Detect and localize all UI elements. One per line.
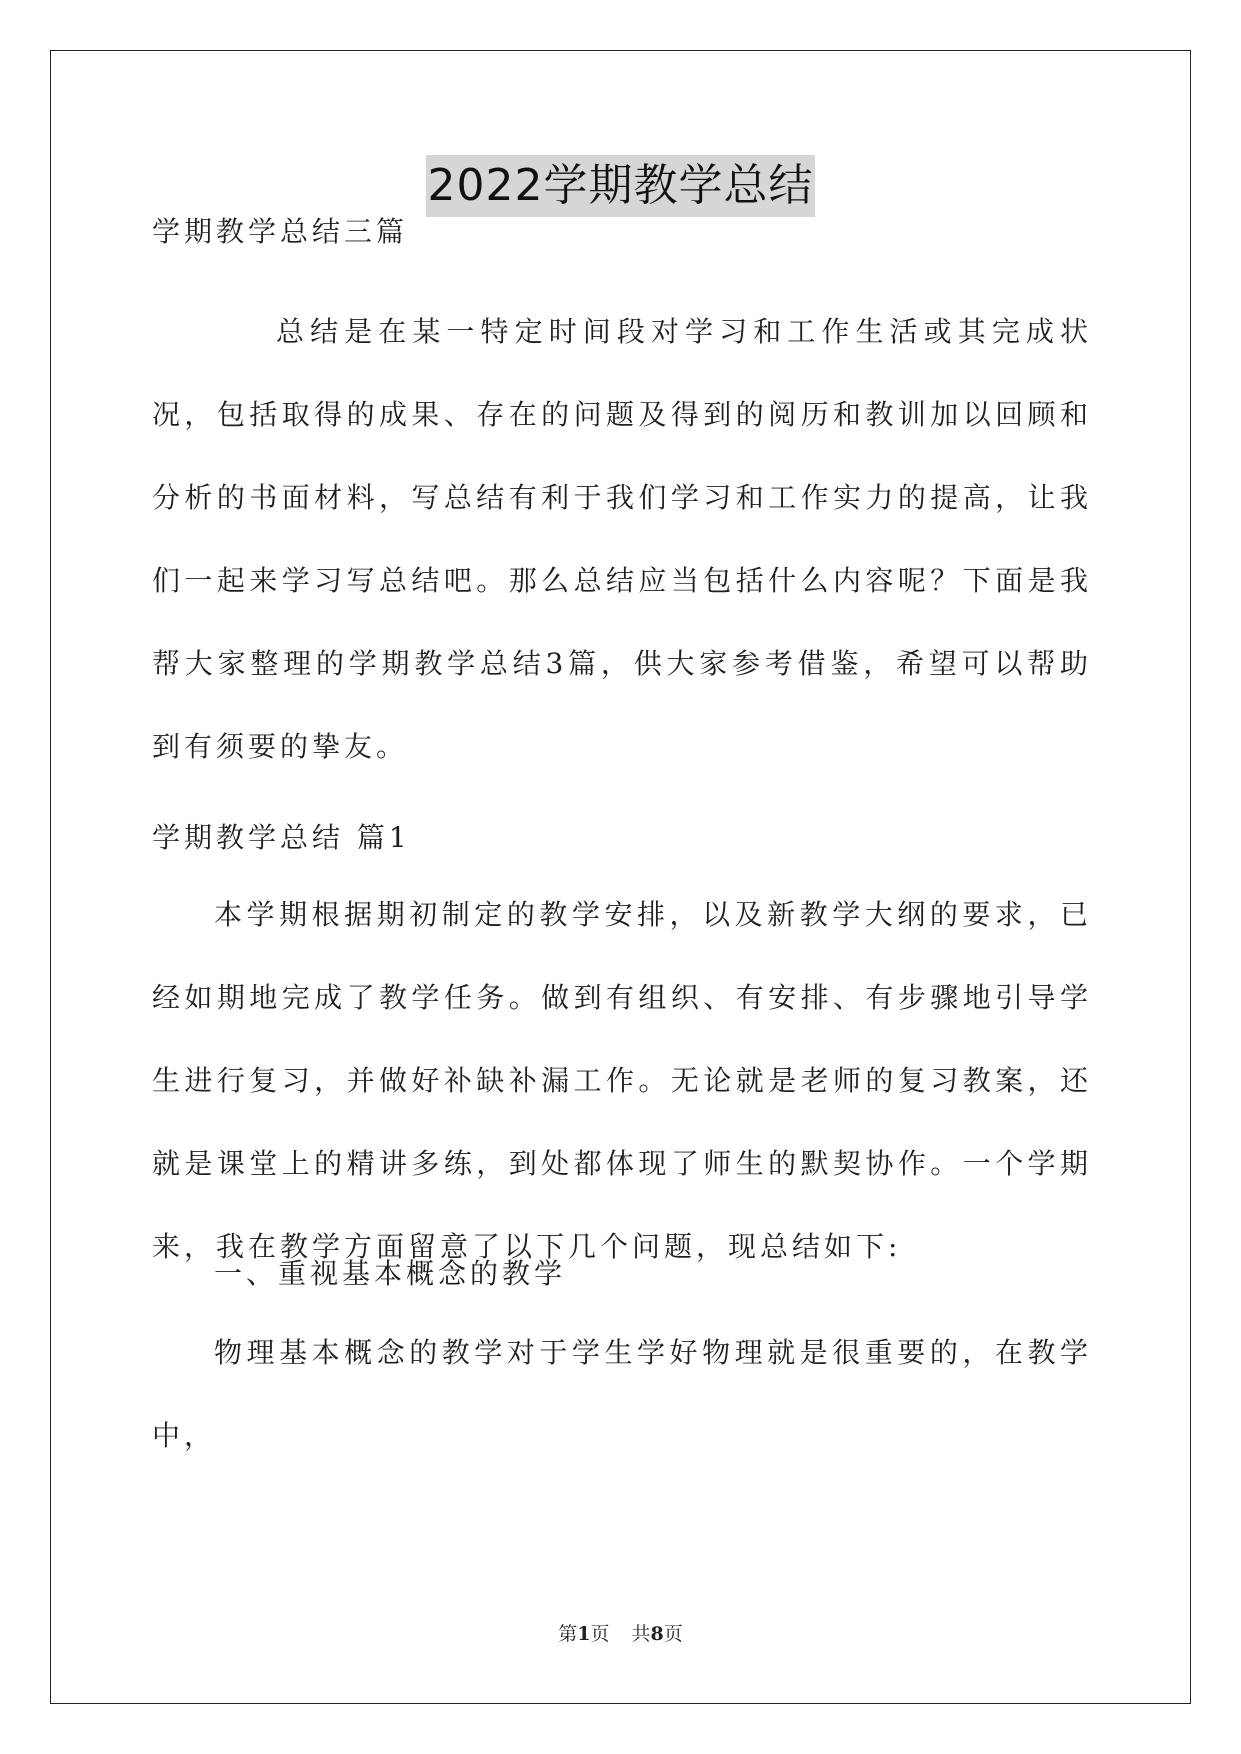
title-wrap — [0, 155, 1241, 217]
document-title: 2022学期教学总结 — [426, 155, 816, 217]
footer-total-pages: 8 — [650, 1623, 664, 1645]
footer-page-number: 1 — [577, 1623, 591, 1645]
point-one-paragraph: 物理基本概念的教学对于学生学好物理就是很重要的，在教学中， — [152, 1336, 1092, 1452]
intro-paragraph: 总结是在某一特定时间段对学习和工作生活或其完成状况，包括取得的成果、存在的问题及得到的阅历和教训加以回顾和分析的书面材料，写总结有利于我们学习和工作实力的提高，让我们一起来学习写总结吧。那么总结应当包括什么内容呢？下面是我帮大家整理的学期教学总结3篇，供大家参考借鉴，希望可以帮助到有须要的挚友。 — [152, 315, 1092, 763]
section-paragraph: 本学期根据期初制定的教学安排，以及新教学大纲的要求，已经如期地完成了教学任务。做到有组织、有安排、有步骤地引导学生进行复习，并做好补缺补漏工作。无论就是老师的复习教案，还就是课堂上的精讲多练，到处都体现了师生的默契协作。一个学期来，我在教学方面留意了以下几个问题，现总结如下: — [152, 898, 1092, 1263]
footer-page-prefix: 第 — [558, 1623, 578, 1645]
footer-total-prefix: 共 — [631, 1623, 651, 1645]
section-heading: 学期教学总结 篇1 — [152, 821, 411, 854]
footer-total-suffix: 页 — [663, 1623, 683, 1645]
page-footer — [0, 1621, 1241, 1647]
footer-page-suffix: 页 — [590, 1623, 610, 1645]
document-subtitle: 学期教学总结三篇 — [152, 215, 409, 248]
point-one-heading: 一、重视基本概念的教学 — [214, 1257, 567, 1290]
